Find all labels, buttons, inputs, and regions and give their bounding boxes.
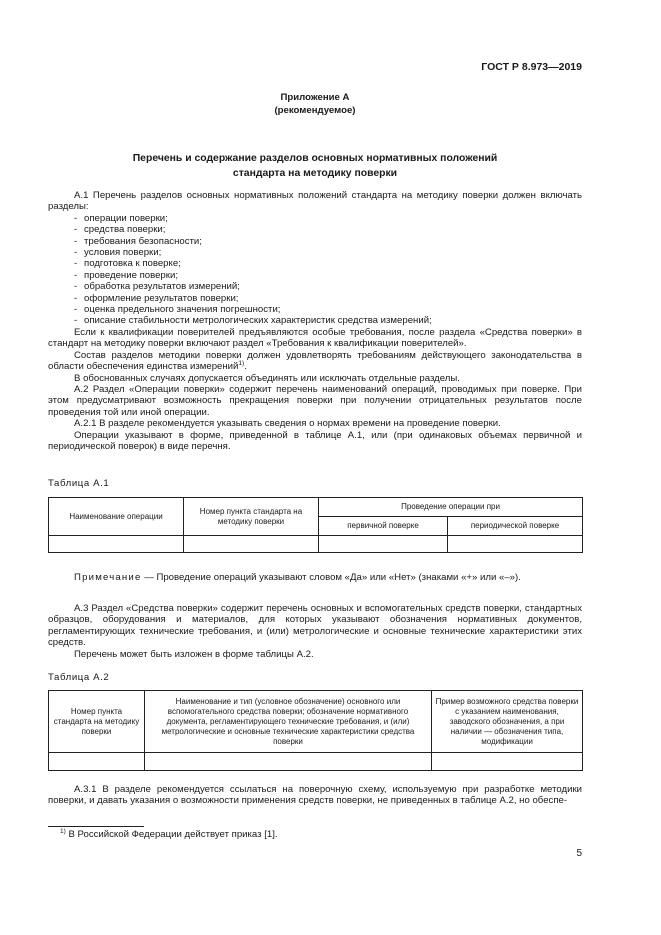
- note: [48, 572, 582, 583]
- list-item: - подготовка к поверке;: [74, 258, 181, 270]
- list-item: - оформление результатов поверки;: [74, 292, 239, 304]
- body-text-middle: [48, 603, 582, 660]
- table-row: [49, 753, 583, 771]
- section-title-line1: Перечень и содержание разделов основных нормативных положений: [132, 153, 498, 164]
- table1-header-item: Номер пункта стандарта на методику поверки: [184, 498, 319, 536]
- paragraph-list-form: Перечень может быть изложен в форме таблицы А.2.: [74, 648, 314, 660]
- list-item: - оценка предельного значения погрешности;: [74, 304, 281, 316]
- footnote: [60, 829, 580, 840]
- list-item: - описание стабильности метрологических характеристик средства измерений;: [74, 315, 432, 327]
- paragraph-a21: А.2.1 В разделе рекомендуется указывать сведения о нормах времени на проведение поверки.: [74, 418, 501, 430]
- paragraph-qualification: Если к квалификации поверителей предъявляются особые требования, после раздела «Средства поверки» в стандарт на методику поверки включают раздел «Требования к квалификации поверителей».: [48, 326, 582, 350]
- list-item: - требования безопасности;: [74, 235, 202, 247]
- table1-header-primary: первичной поверке: [319, 517, 448, 536]
- paragraph-composition: Состав разделов методики поверки должен удовлетворять требованиям действующего законодательства в области обеспечения единства измерений$^{1)}$.: [48, 349, 582, 373]
- table-row: [49, 536, 583, 553]
- list-item: - средства поверки;: [74, 224, 166, 236]
- table1-header-group: Проведение операции при: [319, 498, 583, 517]
- page-number: 5: [576, 848, 582, 859]
- document-code: ГОСТ Р 8.973—2019: [481, 61, 582, 73]
- paragraph-justified: В обоснованных случаях допускается объединять или исключать отдельные разделы.: [74, 372, 460, 384]
- table1-caption: Таблица А.1: [48, 478, 110, 489]
- footnote-text: В Российской Федерации действует приказ [1].: [65, 829, 278, 840]
- section-title-line2: стандарта на методику поверки: [232, 167, 398, 179]
- body-text-top: [48, 190, 582, 452]
- paragraph-a31: А.3.1 В разделе рекомендуется ссылаться на поверочную схему, используемую при разработке методики поверки, и давать указания о возможности применения средств поверки, не приведенных в таблице А.2, но обеспе-: [48, 784, 582, 807]
- list-item: - проведение поверки;: [74, 269, 178, 281]
- note-label: Примечание: [74, 572, 142, 583]
- table2-header-name: Наименование и тип (условное обозначение) основного или вспомогательного средства поверки; обозначение нормативного документа, регламентирующего технические требования, и (или) метрологические и основные технические характеристики средства поверки: [145, 691, 432, 753]
- paragraph-a3: А.3 Раздел «Средства поверки» содержит перечень основных и вспомогательных средств поверки, стандартных образцов, оборудования и материалов, для которых указывают обозначения нормативных документов, регламентирующих технические требования, и (или) метрологические и основные технические характеристики этих средств.: [48, 603, 582, 649]
- table2: [48, 690, 582, 771]
- footnote-mark: 1): [60, 827, 66, 835]
- list-item: - условия поверки;: [74, 247, 162, 259]
- paragraph-a1: А.1 Перечень разделов основных нормативных положений стандарта на методику поверки должен включать разделы:: [48, 190, 582, 213]
- table2-caption: Таблица А.2: [48, 672, 110, 683]
- list-item: - обработка результатов измерений;: [74, 281, 240, 293]
- section-title: [48, 152, 582, 181]
- table1-header-name: Наименование операции: [49, 498, 184, 536]
- list-item: - операции поверки;: [74, 212, 168, 224]
- appendix-title: Приложение А: [280, 92, 350, 103]
- appendix-subtitle: (рекомендуемое): [274, 104, 356, 116]
- table2-header-example: Пример возможного средства поверки с указанием наименования, заводского обозначения, а при наличии — обозначения типа, модификации: [432, 691, 583, 753]
- table1: [48, 497, 582, 553]
- table1-header-periodic: периодической поверке: [448, 517, 583, 536]
- footnote-ref: 1): [238, 359, 245, 367]
- body-text-bottom: [48, 784, 582, 807]
- paragraph-ops-form: Операции указывают в форме, приведенной в таблице А.1, или (при одинаковых объемах первичной и периодической поверок) в виде перечня.: [48, 429, 582, 452]
- table2-header-item: Номер пункта стандарта на методику поверки: [49, 691, 145, 753]
- paragraph-a2: А.2 Раздел «Операции поверки» содержит перечень наименований операций, проводимых при поверке. При этом предусматривают возможность прекращения поверки при получении отрицательных результатов после проведения той или иной операции.: [48, 383, 582, 418]
- note-text: — Проведение операций указывают словом «Да» или «Нет» (знаками «+» или «–»).: [141, 572, 521, 583]
- sections-list: [48, 213, 582, 327]
- appendix-heading: [48, 92, 582, 117]
